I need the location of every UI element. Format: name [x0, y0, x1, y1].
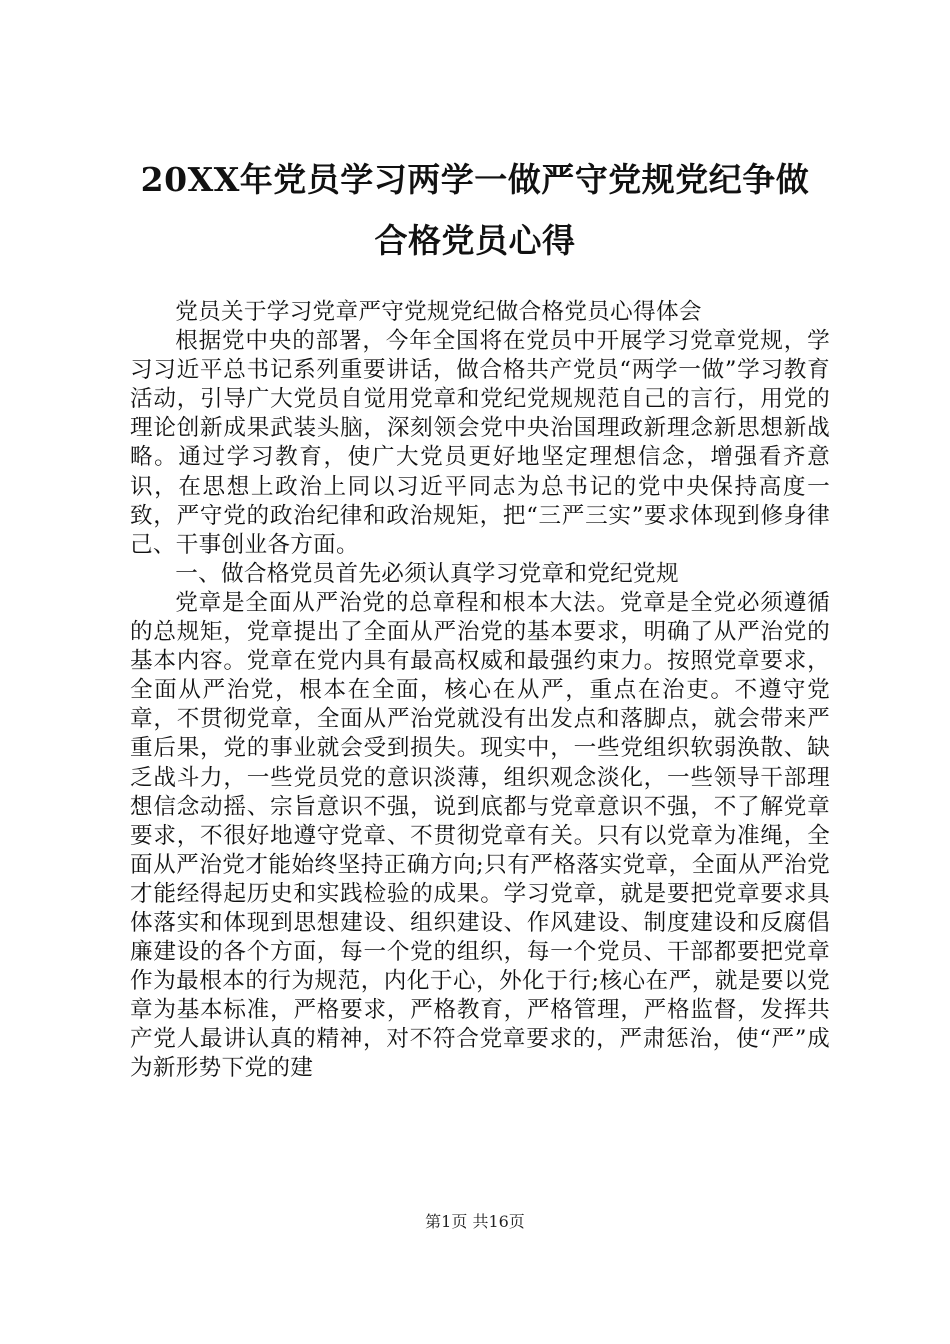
paragraph-section-heading: 一、做合格党员首先必须认真学习党章和党纪党规	[175, 560, 679, 587]
document-body	[130, 298, 830, 1084]
page-number: 第1页 共16页	[425, 1212, 525, 1231]
document-title-line-1: 20XX年党员学习两学一做严守党规党纪争做	[140, 160, 810, 199]
document-title-line-2: 合格党员心得	[374, 221, 576, 260]
paragraph-intro: 根据党中央的部署，今年全国将在党员中开展学习党章党规，学习习近平总书记系列重要讲话，做合格共产党员“两学一做”学习教育活动，引导广大党员自觉用党章和党纪党规规范自己的言行，用党的理论创新成果武装头脑，深刻领会党中央治国理政新理念新思想新战略。通过学习教育，使广大党员更好地坚定理想信念，增强看齐意识，在思想上政治上同以习近平同志为总书记的党中央保持高度一致，严守党的政治纪律和政治规矩，把“三严三实”要求体现到修身律己、干事创业各方面。	[130, 328, 830, 558]
paragraph-section-body: 党章是全面从严治党的总章程和根本大法。党章是全党必须遵循的总规矩，党章提出了全面从严治党的基本要求，明确了从严治党的基本内容。党章在党内具有最高权威和最强约束力。按照党章要求，全面从严治党，根本在全面，核心在从严，重点在治吏。不遵守党章，不贯彻党章，全面从严治党就没有出发点和落脚点，就会带来严重后果，党的事业就会受到损失。现实中，一些党组织软弱涣散、缺乏战斗力，一些党员党的意识淡薄，组织观念淡化，一些领导干部理想信念动摇、宗旨意识不强，说到底都与党章意识不强，不了解党章要求，不很好地遵守党章、不贯彻党章有关。只有以党章为准绳，全面从严治党才能始终坚持正确方向;只有严格落实党章，全面从严治党才能经得起历史和实践检验的成果。学习党章，就是要把党章要求具体落实和体现到思想建设、组织建设、作风建设、制度建设和反腐倡廉建设的各个方面，每一个党的组织，每一个党员、干部都要把党章作为最根本的行为规范，内化于心，外化于行;核心在严，就是要以党章为基本标准，严格要求，严格教育，严格管理，严格监督，发挥共产党人最讲认真的精神，对不符合党章要求的，严肃惩治，使“严”成为新形势下党的建	[130, 589, 830, 1082]
paragraph-subtitle: 党员关于学习党章严守党规党纪做合格党员心得体会	[175, 299, 702, 325]
